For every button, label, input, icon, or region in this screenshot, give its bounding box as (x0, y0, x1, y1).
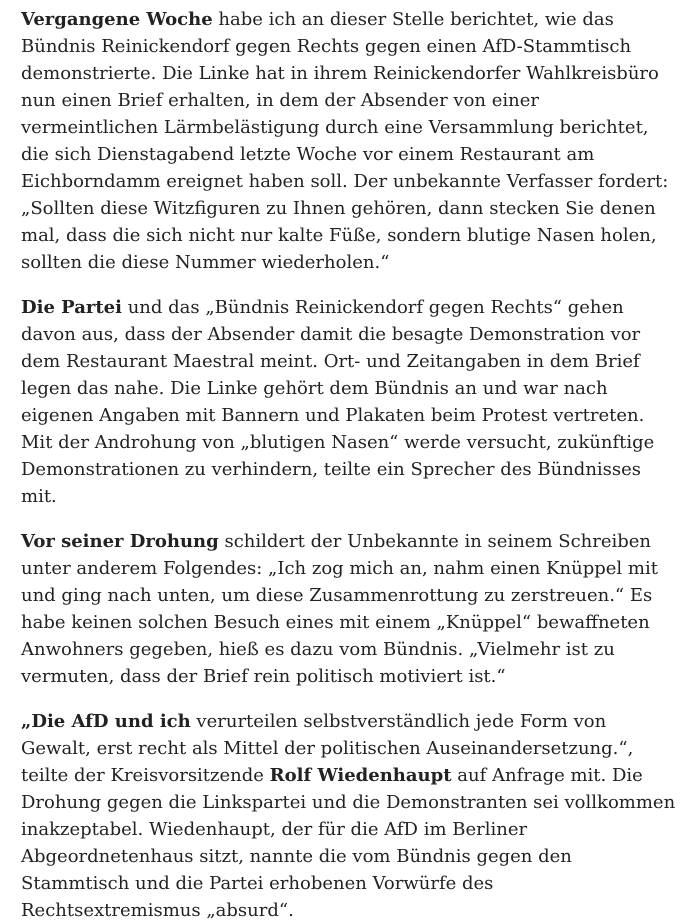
bold-lead-text: Vor seiner Drohung (21, 531, 219, 552)
paragraph-text: schildert der Unbekannte in seinem Schreiben unter anderem Folgendes: „Ich zog mich an, nahm einen Knüppel mit und ging nach unten, um diese Zusammenrottung zu zerstreuen.“ Es habe keinen solchen Besuch eines mit einem „Knüppel“ bewaffneten Anwohners gegeben, hieß es dazu vom Bündnis. „Vielmehr ist zu vermuten, dass der Brief rein politisch motiviert ist.“ (21, 531, 658, 687)
paragraph (21, 708, 678, 924)
bold-lead-text: Vergangene Woche (21, 9, 213, 30)
paragraph-text: und das „Bündnis Reinickendorf gegen Rechts“ gehen davon aus, dass der Absender damit die besagte Demonstration vor dem Restaurant Maestral meint. Ort- und Zeitangaben in dem Brief legen das nahe. Die Linke gehört dem Bündnis an und war nach eigenen Angaben mit Bannern und Plakaten beim Protest vertreten. Mit der Androhung von „blutigen Nasen“ werde versucht, zukünftige Demonstrationen zu verhindern, teilte ein Sprecher des Bündnisses mit. (21, 297, 655, 507)
bold-lead-text: Die Partei (21, 297, 122, 318)
paragraph-text: verurteilen selbstverständlich jede Form von Gewalt, erst recht als Mittel der politischen Auseinandersetzung.“, teilte der Kreisvorsitzende (21, 711, 634, 786)
bold-lead-text: Rolf Wiedenhaupt (269, 765, 452, 786)
paragraph-text: auf Anfrage mit. Die Drohung gegen die Linkspartei und die Demonstranten sei vollkommen inakzeptabel. Wiedenhaupt, der für die AfD im Berliner Abgeordnetenhaus sitzt, nannte die vom Bündnis gegen den Stammtisch und die Partei erhobenen Vorwürfe des Rechtsextremismus „absurd“. (21, 765, 676, 921)
paragraph (21, 6, 678, 276)
paragraph (21, 528, 678, 690)
bold-lead-text: „Die AfD und ich (21, 711, 191, 732)
paragraph-text: habe ich an dieser Stelle berichtet, wie das Bündnis Reinickendorf gegen Rechts gegen einen AfD-Stammtisch demonstrierte. Die Linke hat in ihrem Reinickendorfer Wahlkreisbüro nun einen Brief erhalten, in dem der Absender von einer vermeintlichen Lärmbelästigung durch eine Versammlung berichtet, die sich Dienstagabend letzte Woche vor einem Restaurant am Eichborndamm ereignet haben soll. Der unbekannte Verfasser fordert: „Sollten diese Witzfiguren zu Ihnen gehören, dann stecken Sie denen mal, dass die sich nicht nur kalte Füße, sondern blutige Nasen holen, sollten die diese Nummer wiederholen.“ (21, 9, 669, 273)
paragraph (21, 294, 678, 510)
